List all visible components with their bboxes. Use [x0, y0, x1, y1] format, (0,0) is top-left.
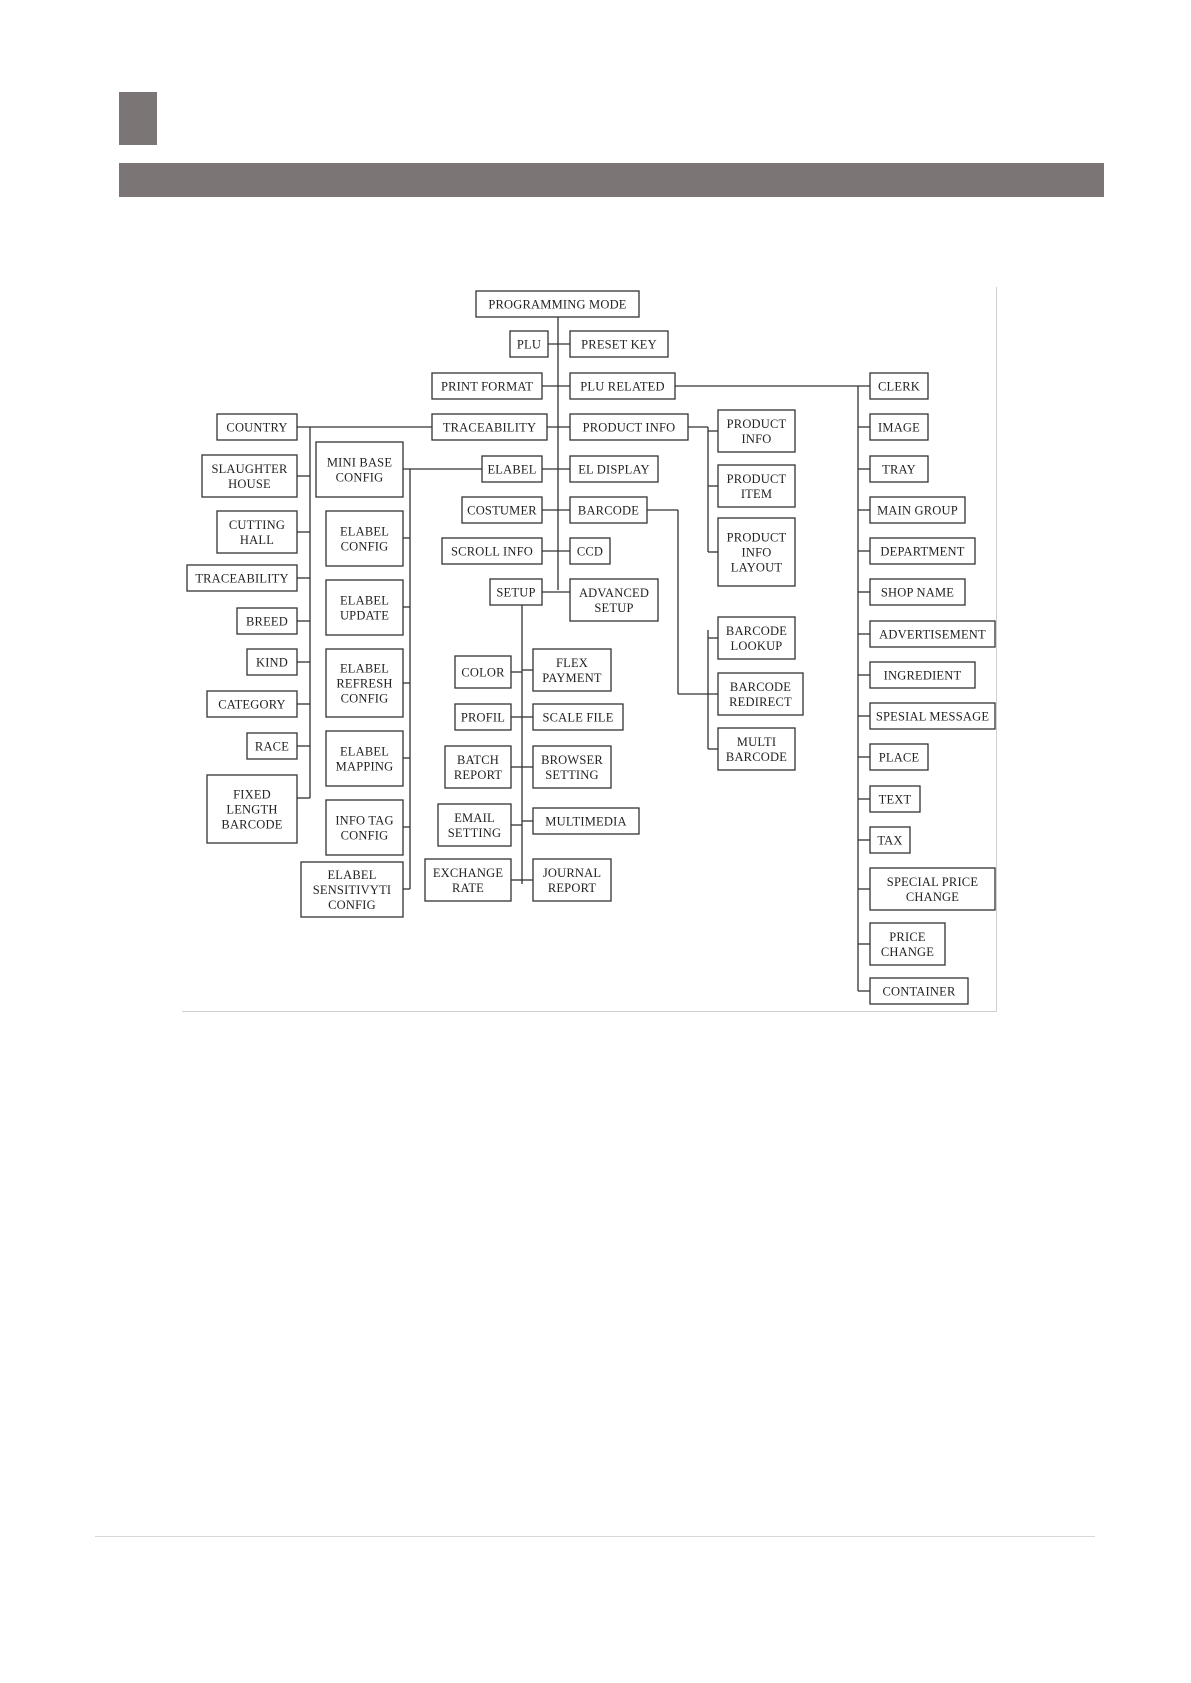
node-label: SHOP NAME — [880, 585, 955, 600]
node-fixed-length-barcode — [207, 775, 297, 843]
node-label: RACE — [254, 739, 290, 754]
node-label: EXCHANGE RATE — [432, 866, 504, 895]
node-multi-barcode — [718, 728, 795, 770]
node-label: CUTTING HALL — [228, 518, 286, 547]
node-text — [870, 786, 920, 812]
node-exchange-rate — [425, 859, 511, 901]
node-label: ELABEL CONFIG — [339, 524, 390, 554]
diagram-nodes — [187, 291, 995, 1004]
node-label: PRODUCT INFO — [582, 420, 676, 435]
node-label: TAX — [877, 833, 903, 848]
node-programming-mode — [476, 291, 639, 317]
node-label: BROWSER SETTING — [541, 753, 603, 782]
footer-divider — [95, 1536, 1095, 1537]
node-label: CONTAINER — [882, 984, 956, 999]
node-tax — [870, 827, 910, 853]
node-label: PROGRAMMING MODE — [488, 297, 627, 312]
node-product-info-layout — [718, 518, 795, 586]
node-scale-file — [533, 704, 623, 730]
node-traceability-main — [432, 414, 547, 440]
node-elabel-refresh-config — [326, 649, 403, 717]
node-clerk — [870, 373, 928, 399]
node-label: ELABEL SENSITIVYTI CONFIG — [312, 868, 392, 912]
node-product-info — [570, 414, 688, 440]
node-label: SCALE FILE — [542, 710, 614, 725]
node-label: BATCH REPORT — [453, 753, 503, 782]
node-label: COLOR — [461, 665, 505, 680]
node-label: CCD — [576, 544, 604, 559]
node-label: ADVANCED SETUP — [578, 586, 650, 615]
node-label: SPECIAL PRICE CHANGE — [886, 875, 979, 904]
node-barcode-redirect — [718, 673, 803, 715]
node-box — [326, 731, 403, 786]
node-print-format — [432, 373, 542, 399]
node-place — [870, 744, 928, 770]
node-elabel-sensitivyti-config — [301, 862, 403, 917]
node-label: MINI BASE CONFIG — [326, 455, 393, 485]
node-el-display — [570, 456, 658, 482]
node-label: BREED — [246, 614, 288, 629]
node-label: MULTI BARCODE — [725, 735, 788, 764]
node-label: MAIN GROUP — [877, 503, 958, 518]
node-box — [326, 580, 403, 635]
node-label: IMAGE — [878, 420, 920, 435]
node-label: MULTIMEDIA — [545, 814, 627, 829]
node-plu-related — [570, 373, 675, 399]
node-label: KIND — [255, 655, 289, 670]
node-mini-base-config — [316, 442, 403, 497]
node-elabel-mapping — [326, 731, 403, 786]
node-elabel-update — [326, 580, 403, 635]
node-main-group — [870, 497, 965, 523]
node-country — [217, 414, 297, 440]
node-traceability-sub — [187, 565, 297, 591]
node-costumer — [462, 497, 542, 523]
node-category — [207, 691, 297, 717]
node-label: TRACEABILITY — [195, 571, 289, 586]
node-label: PRODUCT INFO LAYOUT — [726, 530, 787, 575]
node-box — [326, 511, 403, 566]
node-label: PRESET KEY — [581, 337, 657, 352]
node-container — [870, 978, 968, 1004]
node-label: COSTUMER — [467, 503, 537, 518]
node-label: SPESIAL MESSAGE — [875, 709, 990, 724]
node-color — [455, 656, 511, 688]
node-scroll-info — [442, 538, 542, 564]
node-elabel — [482, 456, 542, 482]
node-shop-name — [870, 579, 965, 605]
node-label: EL DISPLAY — [578, 462, 650, 477]
node-label: ELABEL REFRESH CONFIG — [336, 661, 393, 706]
node-box — [326, 800, 403, 855]
node-barcode — [570, 497, 647, 523]
node-elabel-config — [326, 511, 403, 566]
node-label: PLU RELATED — [580, 379, 665, 394]
node-barcode-lookup — [718, 617, 795, 659]
node-flex-payment — [533, 649, 611, 691]
node-special-price-change — [870, 868, 995, 910]
node-label: TEXT — [878, 792, 912, 807]
node-plu — [510, 331, 548, 357]
node-product-info-sub — [718, 410, 795, 452]
node-label: CATEGORY — [218, 697, 286, 712]
node-department — [870, 538, 975, 564]
node-multimedia — [533, 808, 639, 834]
node-email-setting — [438, 804, 511, 846]
node-browser-setting — [533, 746, 611, 788]
node-image — [870, 414, 928, 440]
node-label: ELABEL MAPPING — [335, 744, 394, 774]
node-ingredient — [870, 662, 975, 688]
node-label: PRICE CHANGE — [880, 930, 935, 959]
node-product-item — [718, 465, 795, 507]
node-label: PROFIL — [460, 710, 506, 725]
node-label: PRODUCT INFO — [726, 417, 787, 446]
node-label: CLERK — [878, 379, 920, 394]
node-label: SCROLL INFO — [451, 544, 533, 559]
node-breed — [237, 608, 297, 634]
node-label: FLEX PAYMENT — [542, 656, 602, 685]
node-label: INFO TAG CONFIG — [335, 813, 394, 843]
node-label: EMAIL SETTING — [447, 811, 502, 840]
node-label: ELABEL UPDATE — [339, 593, 390, 623]
node-setup — [490, 579, 542, 605]
node-spesial-message — [870, 703, 995, 729]
node-label: DEPARTMENT — [880, 544, 965, 559]
node-label: BARCODE LOOKUP — [725, 624, 788, 653]
node-label: PLU — [516, 337, 542, 352]
node-preset-key — [570, 331, 668, 357]
node-kind — [247, 649, 297, 675]
node-cutting-hall — [217, 511, 297, 553]
node-advanced-setup — [570, 579, 658, 621]
node-journal-report — [533, 859, 611, 901]
node-ccd — [570, 538, 610, 564]
node-label: TRAY — [882, 462, 916, 477]
node-race — [247, 733, 297, 759]
node-label: PRODUCT ITEM — [726, 472, 787, 501]
node-label: PLACE — [878, 750, 920, 765]
node-info-tag-config — [326, 800, 403, 855]
node-label: SETUP — [496, 585, 536, 600]
node-slaughter-house — [202, 455, 297, 497]
node-label: PRINT FORMAT — [440, 379, 534, 394]
node-label: INGREDIENT — [883, 668, 962, 683]
node-box — [316, 442, 403, 497]
node-label: COUNTRY — [226, 420, 288, 435]
node-label: TRACEABILITY — [442, 420, 537, 435]
node-label: ELABEL — [487, 462, 537, 477]
node-advertisement — [870, 621, 995, 647]
node-price-change — [870, 923, 945, 965]
node-profil — [455, 704, 511, 730]
node-tray — [870, 456, 928, 482]
node-label: FIXED LENGTH BARCODE — [221, 787, 283, 832]
node-label: BARCODE — [577, 503, 640, 518]
node-label: ADVERTISEMENT — [879, 627, 986, 642]
node-batch-report — [445, 746, 511, 788]
node-label: BARCODE REDIRECT — [729, 680, 792, 709]
node-label: SLAUGHTER HOUSE — [211, 462, 288, 491]
node-label: JOURNAL REPORT — [542, 866, 602, 895]
